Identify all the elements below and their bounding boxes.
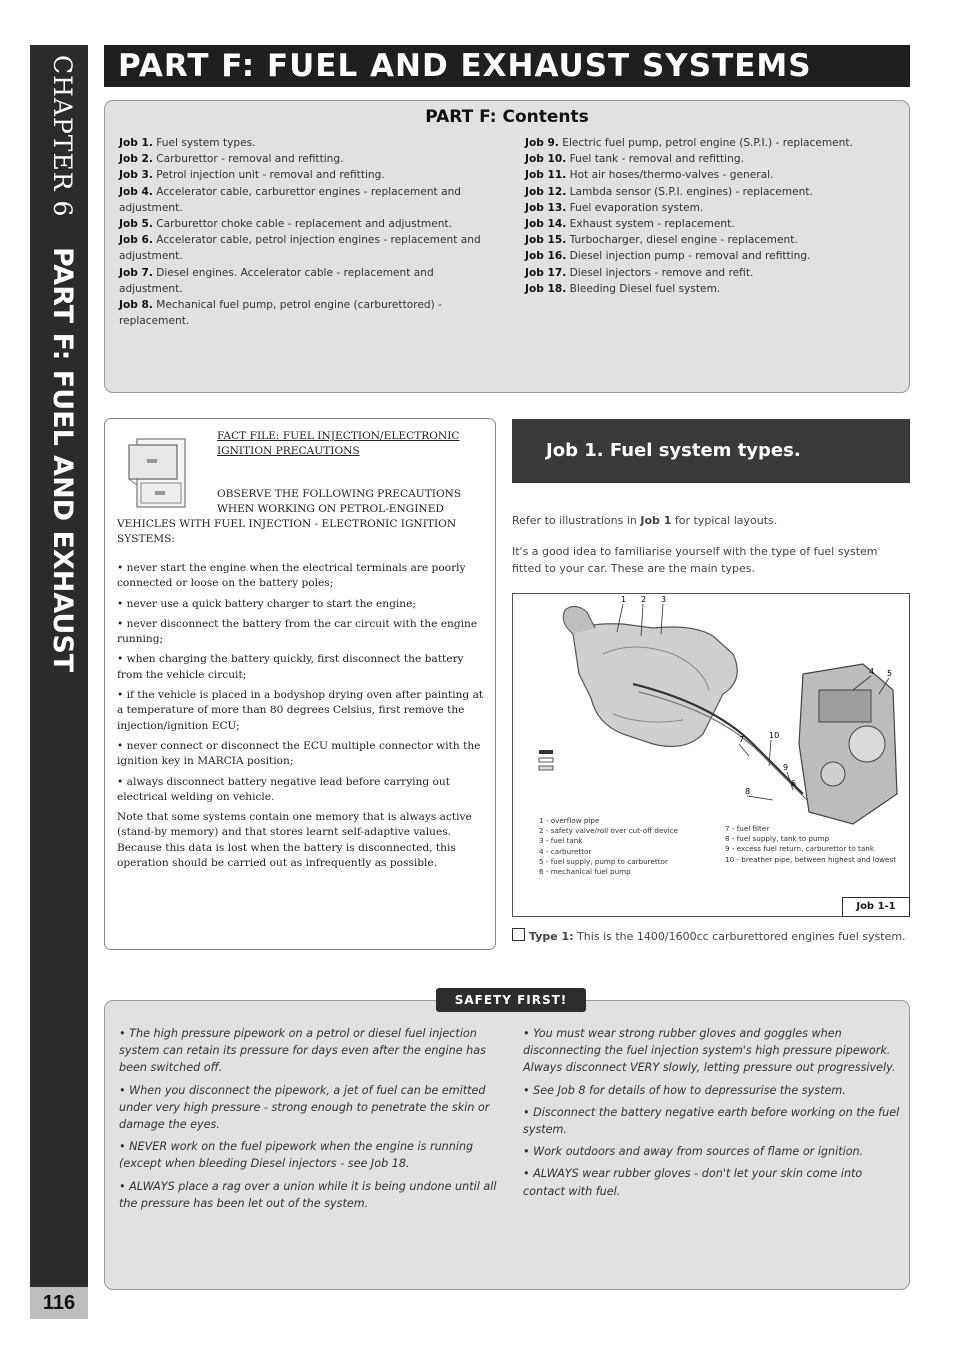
caption-item: 5 - fuel supply, pump to carburettor: [539, 856, 668, 866]
safety-item: • You must wear strong rubber gloves and goggles when disconnecting the fuel injection system's high pressure pipework. Always disconnect VERY slowly, letting pressure out progressively.: [523, 1027, 896, 1075]
list-item: • never start the engine when the electrical terminals are poorly connected or loose on the battery poles;: [117, 562, 466, 590]
safety-first-box: [104, 1000, 910, 1290]
list-item: • always disconnect battery negative lead before carrying out electrical welding on vehicle.: [117, 775, 450, 803]
contents-item[interactable]: Job 4. Accelerator cable, carburettor engines - replacement and adjustment.: [119, 185, 462, 214]
safety-item: • Disconnect the battery negative earth before working on the fuel system.: [523, 1105, 900, 1137]
caption-item: 4 - carburettor: [539, 846, 592, 856]
list-item: • never connect or disconnect the ECU multiple connector with the ignition key in MARCIA position;: [117, 739, 481, 768]
sidebar-text: [40, 55, 78, 1055]
type1-caption: Type 1: This is the 1400/1600cc carburettored engines fuel system.: [512, 928, 910, 945]
filing-cabinet-icon: [119, 433, 199, 513]
job1-intro-line: Refer to illustrations in Job 1 for typical layouts.: [512, 514, 778, 527]
contents-item[interactable]: Job 13. Fuel evaporation system.: [525, 201, 704, 214]
list-item: • when charging the battery quickly, first disconnect the battery from the vehicle circuit;: [117, 653, 464, 681]
contents-box: [104, 100, 910, 393]
chapter-sidebar: [30, 45, 88, 1307]
contents-left-column: [119, 135, 499, 329]
list-item: • never use a quick battery charger to start the engine;: [117, 597, 416, 610]
figure-tag: Job 1-1: [842, 897, 910, 917]
fact-file-title: FACT FILE: FUEL INJECTION/ELECTRONIC IGNITION PRECAUTIONS: [217, 430, 460, 457]
safety-item: • The high pressure pipework on a petrol or diesel fuel injection system can retain its pressure for days even after the engine has been switched off.: [119, 1027, 486, 1075]
callout-label: 5: [887, 669, 893, 678]
list-item: • if the vehicle is placed in a bodyshop drying oven after painting at a temperature of more than 80 degrees Celsius, first remove the injection/ignition ECU;: [117, 689, 484, 732]
safety-left-column: [119, 1025, 499, 1217]
caption-item: 1 - overflow pipe: [539, 816, 600, 825]
caption-item: 9 - excess fuel return, carburettor to tank: [725, 844, 875, 854]
callout-label: 3: [661, 595, 667, 604]
job1-heading: Job 1. Fuel system types.: [512, 419, 910, 483]
contents-item[interactable]: Job 9. Electric fuel pump, petrol engine (S.P.I.) - replacement.: [525, 137, 853, 149]
safety-item: • NEVER work on the fuel pipework when the engine is running (except when bleeding Diesel injectors - see Job 18.: [119, 1140, 474, 1171]
callout-label: 9: [783, 763, 789, 772]
checkbox-icon[interactable]: [512, 928, 525, 941]
callout-label: 7: [739, 735, 745, 744]
callout-label: 8: [745, 787, 751, 796]
caption-item: 2 - safety valve/roll over cut-off device: [539, 826, 679, 836]
contents-item[interactable]: Job 2. Carburettor - removal and refitting.: [119, 153, 344, 166]
safety-item: • See Job 8 for details of how to depressurise the system.: [523, 1083, 846, 1097]
caption-item: 7 - fuel filter: [725, 824, 770, 833]
safety-item: • ALWAYS wear rubber gloves - don't let your skin come into contact with fuel.: [523, 1167, 863, 1198]
callout-label: 4: [869, 667, 875, 676]
sidebar-part: PART F: FUEL AND EXHAUST: [47, 246, 78, 672]
figure-caption-left: [539, 816, 714, 877]
contents-item[interactable]: Job 5. Carburettor choke cable - replacement and adjustment.: [119, 218, 452, 231]
page-number: 116: [30, 1287, 88, 1319]
contents-item[interactable]: Job 3. Petrol injection unit - removal and refitting.: [119, 169, 385, 182]
figure-caption-right: [725, 824, 900, 865]
safety-first-header: SAFETY FIRST!: [436, 988, 586, 1012]
part-title: PART F: FUEL AND EXHAUST SYSTEMS: [104, 45, 910, 87]
contents-item[interactable]: Job 8. Mechanical fuel pump, petrol engine (carburettored) - replacement.: [119, 299, 442, 328]
contents-item[interactable]: Job 6. Accelerator cable, petrol injection engines - replacement and adjustment.: [119, 234, 481, 263]
fact-file-note: Note that some systems contain one memory that is always active (stand-by memory) and that stores learnt self-adaptive values. Because this data is lost when the battery is disconnected, this operation should be carried out as infrequently as possible.: [117, 811, 472, 870]
contents-item[interactable]: Job 11. Hot air hoses/thermo-valves - general.: [525, 169, 774, 182]
contents-item[interactable]: Job 16. Diesel injection pump - removal and refitting.: [525, 250, 811, 263]
contents-item[interactable]: Job 12. Lambda sensor (S.P.I. engines) - replacement.: [525, 185, 813, 198]
fact-file-box: [104, 418, 496, 950]
contents-right-column: [525, 135, 895, 297]
callout-label: 2: [641, 595, 647, 604]
fact-file-intro: OBSERVE THE FOLLOWING PRECAUTIONS WHEN WORKING ON PETROL-ENGINED: [217, 488, 462, 515]
job1-intro: [512, 512, 910, 591]
contents-item[interactable]: Job 17. Diesel injectors - remove and refit.: [525, 266, 754, 279]
list-item: • never disconnect the battery from the car circuit with the engine running;: [117, 617, 478, 646]
caption-item: 8 - fuel supply, tank to pump: [725, 834, 830, 844]
fuel-system-figure: [512, 593, 910, 917]
safety-right-column: [523, 1025, 903, 1205]
contents-item[interactable]: Job 18. Bleeding Diesel fuel system.: [525, 282, 721, 295]
callout-label: 6: [791, 779, 797, 788]
contents-item[interactable]: Job 1. Fuel system types.: [119, 137, 256, 149]
job1-intro-paragraph: It's a good idea to familiarise yourself with the type of fuel system fitted to your car. These are the main types.: [512, 545, 878, 575]
contents-item[interactable]: Job 10. Fuel tank - removal and refitting.: [525, 153, 744, 166]
safety-item: • ALWAYS place a rag over a union while it is being undone until all the pressure has been let out of the system.: [119, 1179, 497, 1210]
safety-item: • When you disconnect the pipework, a jet of fuel can be emitted under very high pressure - strong enough to penetrate the skin or damage the eyes.: [119, 1083, 490, 1132]
caption-item: 6 - mechanical fuel pump: [539, 867, 631, 877]
fact-file-list: [117, 561, 487, 876]
contents-item[interactable]: Job 14. Exhaust system - replacement.: [525, 218, 735, 231]
contents-item[interactable]: Job 7. Diesel engines. Accelerator cable - replacement and adjustment.: [119, 266, 434, 295]
contents-title: PART F: Contents: [425, 107, 589, 127]
callout-label: 10: [769, 731, 780, 740]
caption-item: 10 - breather pipe, between highest and lowest: [725, 854, 897, 864]
contents-item[interactable]: Job 15. Turbocharger, diesel engine - replacement.: [525, 234, 798, 247]
caption-item: 3 - fuel tank: [539, 836, 583, 846]
sidebar-chapter: CHAPTER 6: [48, 55, 77, 218]
fact-file-intro-continued: VEHICLES WITH FUEL INJECTION - ELECTRONIC IGNITION SYSTEMS:: [117, 518, 457, 545]
callout-label: 1: [621, 595, 627, 604]
safety-item: • Work outdoors and away from sources of flame or ignition.: [523, 1145, 864, 1159]
